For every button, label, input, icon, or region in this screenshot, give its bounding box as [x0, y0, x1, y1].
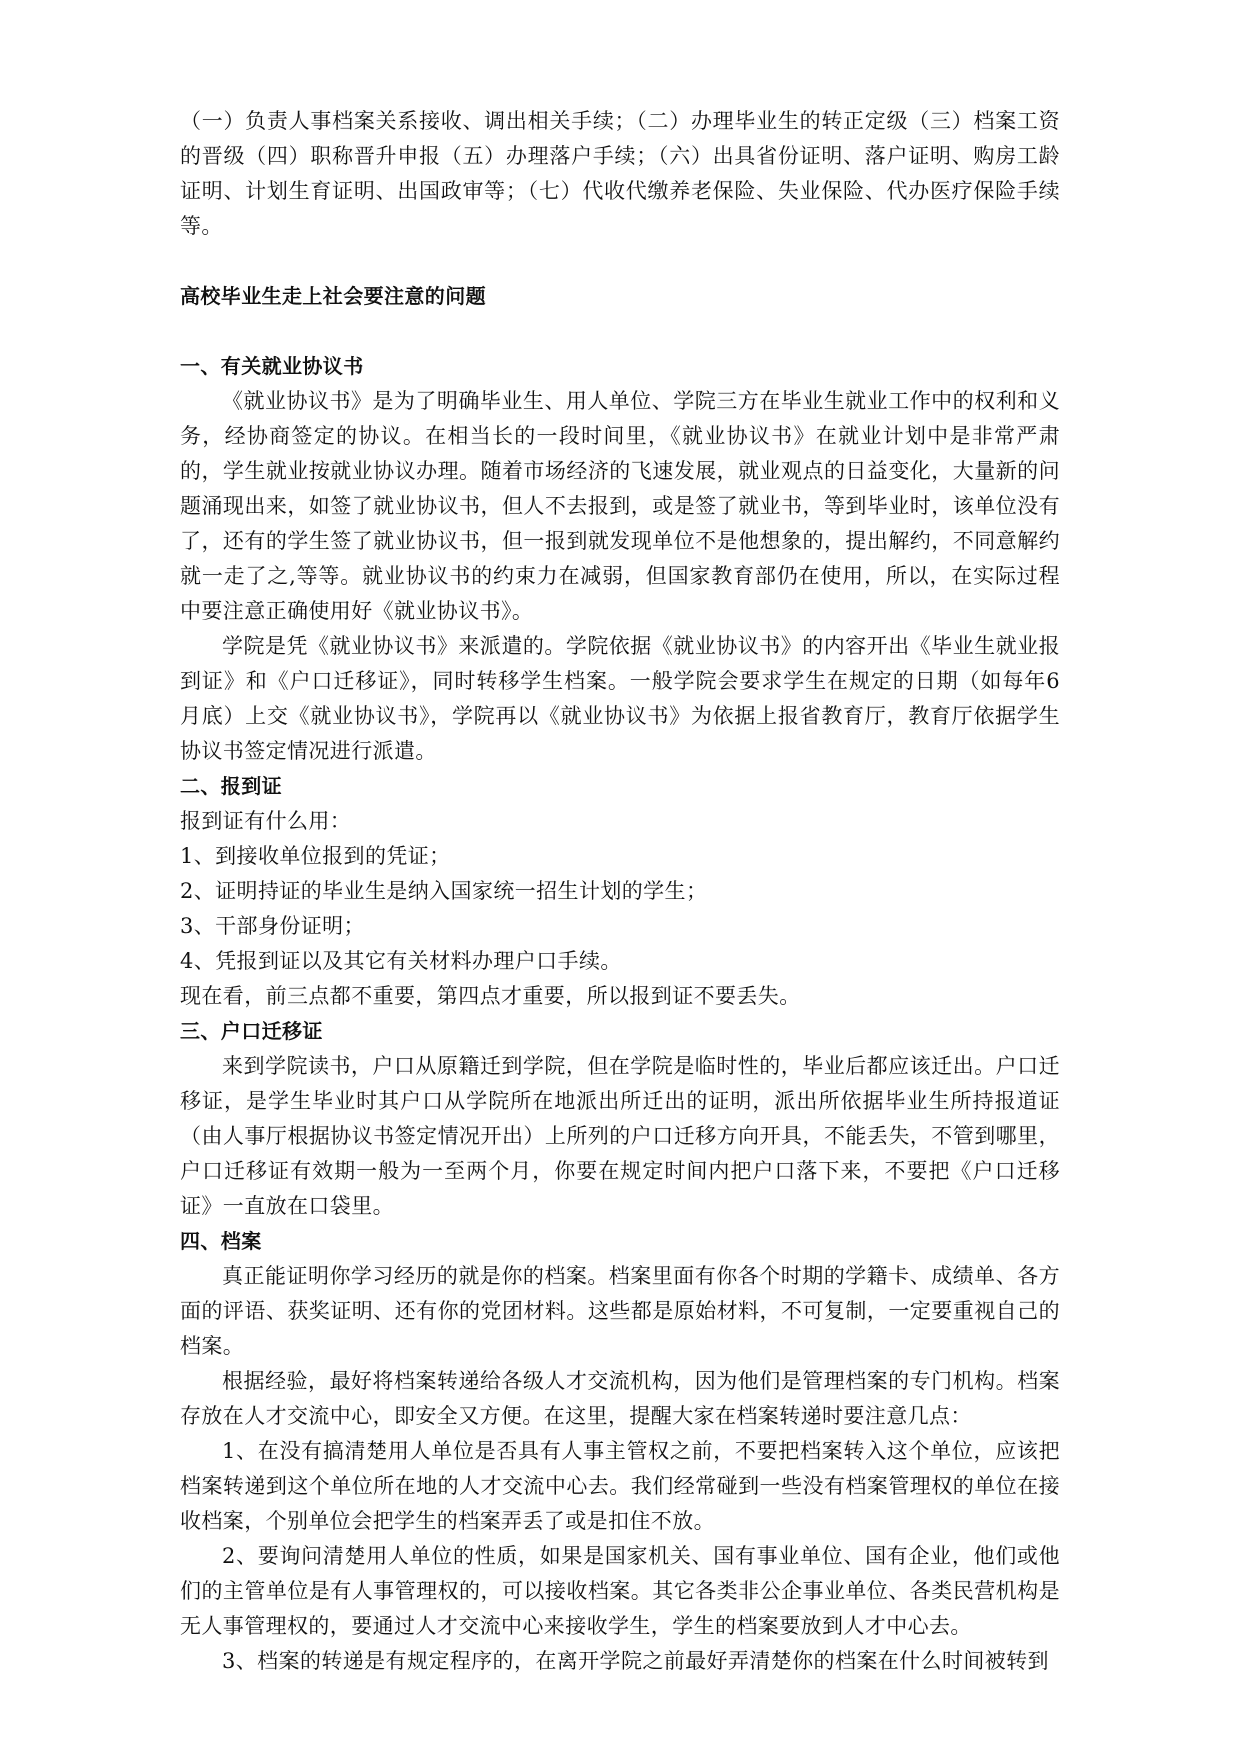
section-heading-archive: 四、档案: [180, 1229, 262, 1253]
document-title: 高校毕业生走上社会要注意的问题: [180, 284, 486, 308]
section-heading-agreement: 一、有关就业协议书: [180, 354, 364, 378]
archive-paragraph-1: 真正能证明你学习经历的就是你的档案。档案里面有你各个时期的学籍卡、成绩单、各方面的评语、获奖证明、还有你的党团材料。这些都是原始材料，不可复制，一定要重视自己的档案。: [180, 1264, 1060, 1358]
intro-paragraph: （一）负责人事档案关系接收、调出相关手续；（二）办理毕业生的转正定级（三）档案工资的晋级（四）职称晋升申报（五）办理落户手续；（六）出具省份证明、落户证明、购房工龄证明、计划生育证明、出国政审等；（七）代收代缴养老保险、失业保险、代办医疗保险手续等。: [180, 109, 1060, 238]
section-heading-hukou: 三、户口迁移证: [180, 1019, 323, 1043]
archive-paragraph-4: 2、要询问清楚用人单位的性质，如果是国家机关、国有事业单位、国有企业，他们或他们的主管单位是有人事管理权的，可以接收档案。其它各类非公企事业单位、各类民营机构是无人事管理权的，要通过人才交流中心来接收学生，学生的档案要放到人才中心去。: [180, 1544, 1060, 1638]
report-lead: 报到证有什么用：: [180, 809, 352, 833]
report-summary: 现在看，前三点都不重要，第四点才重要，所以报到证不要丢失。: [180, 984, 801, 1008]
agreement-paragraph-1: 《就业协议书》是为了明确毕业生、用人单位、学院三方在毕业生就业工作中的权利和义务，经协商签定的协议。在相当长的一段时间里，《就业协议书》在就业计划中是非常严肃的，学生就业按就业协议办理。随着市场经济的飞速发展，就业观点的日益变化，大量新的问题涌现出来，如签了就业协议书，但人不去报到，或是签了就业书，等到毕业时，该单位没有了，还有的学生签了就业协议书，但一报到就发现单位不是他想象的，提出解约，不同意解约就一走了之,等等。就业协议书的约束力在减弱，但国家教育部仍在使用，所以，在实际过程中要注意正确使用好《就业协议书》。: [180, 389, 1060, 623]
report-item-3: 3、干部身份证明；: [180, 914, 365, 938]
agreement-paragraph-2: 学院是凭《就业协议书》来派遣的。学院依据《就业协议书》的内容开出《毕业生就业报到证》和《户口迁移证》，同时转移学生档案。一般学院会要求学生在规定的日期（如每年6月底）上交《就业协议书》，学院再以《就业协议书》为依据上报省教育厅，教育厅依据学生协议书签定情况进行派遣。: [180, 634, 1060, 763]
hukou-paragraph-1: 来到学院读书，户口从原籍迁到学院，但在学院是临时性的，毕业后都应该迁出。户口迁移证，是学生毕业时其户口从学院所在地派出所迁出的证明，派出所依据毕业生所持报道证（由人事厅根据协议书签定情况开出）上所列的户口迁移方向开具，不能丢失，不管到哪里，户口迁移证有效期一般为一至两个月，你要在规定时间内把户口落下来，不要把《户口迁移证》一直放在口袋里。: [180, 1054, 1060, 1218]
document-page: [180, 104, 1060, 1679]
report-item-1: 1、到接收单位报到的凭证；: [180, 844, 451, 868]
report-item-2: 2、证明持证的毕业生是纳入国家统一招生计划的学生；: [180, 879, 708, 903]
report-item-4: 4、凭报到证以及其它有关材料办理户口手续。: [180, 949, 622, 973]
archive-paragraph-3: 1、在没有搞清楚用人单位是否具有人事主管权之前，不要把档案转入这个单位，应该把档案转递到这个单位所在地的人才交流中心去。我们经常碰到一些没有档案管理权的单位在接收档案，个别单位会把学生的档案弄丢了或是扣住不放。: [180, 1439, 1060, 1533]
section-heading-report: 二、报到证: [180, 774, 282, 798]
archive-paragraph-5: 3、档案的转递是有规定程序的，在离开学院之前最好弄清楚你的档案在什么时间被转到: [222, 1649, 1049, 1673]
archive-paragraph-2: 根据经验，最好将档案转递给各级人才交流机构，因为他们是管理档案的专门机构。档案存放在人才交流中心，即安全又方便。在这里，提醒大家在档案转递时要注意几点：: [180, 1369, 1060, 1428]
